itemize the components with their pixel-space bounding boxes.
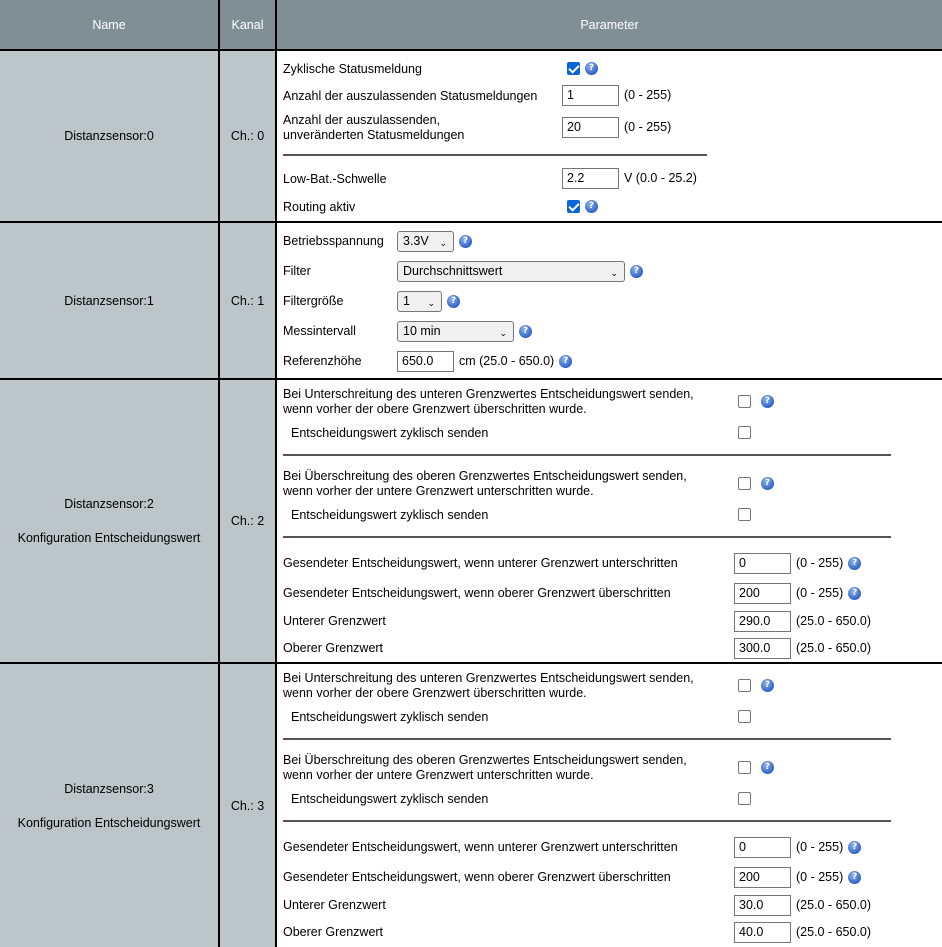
unter-label-2: wenn vorher der obere Grenzwert überschritten wurde. (283, 686, 587, 700)
header-kanal: Kanal (219, 0, 276, 50)
oberer-input[interactable]: 40.0 (734, 922, 791, 943)
ges-unter-range: (0 - 255) (796, 556, 844, 570)
channel-subtitle: Konfiguration Entscheidungswert (17, 815, 201, 830)
help-icon[interactable]: ? (848, 841, 861, 854)
divider (283, 820, 891, 822)
help-icon[interactable]: ? (761, 679, 774, 692)
help-icon[interactable]: ? (447, 295, 460, 308)
help-icon[interactable]: ? (761, 761, 774, 774)
zyklisch1-checkbox[interactable] (738, 426, 751, 439)
unterer-label: Unterer Grenzwert (283, 898, 386, 912)
betrieb-select[interactable]: 3.3V ⌄ (397, 231, 454, 252)
filtergroesse-select[interactable]: 1 ⌄ (397, 291, 442, 312)
lowbat-input[interactable]: 2.2 (562, 168, 619, 189)
divider (283, 154, 707, 156)
unter-label-1: Bei Unterschreitung des unteren Grenzwertes Entscheidungswert senden, (283, 671, 694, 685)
filter-label: Filter (283, 264, 311, 278)
unterer-range: (25.0 - 650.0) (796, 614, 872, 628)
zyklisch-label: Zyklische Statusmeldung (283, 62, 422, 76)
help-icon[interactable]: ? (761, 477, 774, 490)
channel-name-cell (0, 50, 219, 222)
ueber-label-1: Bei Überschreitung des oberen Grenzwertes Entscheidungswert senden, (283, 753, 687, 767)
messintervall-select[interactable]: 10 min ⌄ (397, 321, 514, 342)
unveraendert-range: (0 - 255) (624, 120, 672, 134)
unter-label-1: Bei Unterschreitung des unteren Grenzwertes Entscheidungswert senden, (283, 387, 694, 401)
filter-select[interactable]: Durchschnittswert ⌄ (397, 261, 625, 282)
messintervall-label: Messintervall (283, 324, 356, 338)
help-icon[interactable]: ? (848, 587, 861, 600)
unterer-input[interactable]: 290.0 (734, 611, 791, 632)
unterer-label: Unterer Grenzwert (283, 614, 386, 628)
divider (283, 454, 891, 456)
oberer-input[interactable]: 300.0 (734, 638, 791, 659)
channel-kanal: Ch.: 3 (219, 663, 276, 947)
ueber-checkbox[interactable] (738, 761, 751, 774)
unter-checkbox[interactable] (738, 679, 751, 692)
chevron-down-icon: ⌄ (439, 238, 447, 248)
ueber-label-2: wenn vorher der untere Grenzwert unterschritten wurde. (283, 484, 594, 498)
oberer-range: (25.0 - 650.0) (796, 641, 872, 655)
channel-kanal: Ch.: 2 (219, 379, 276, 663)
referenz-label: Referenzhöhe (283, 354, 362, 368)
channel-kanal: Ch.: 1 (219, 222, 276, 379)
zyklisch2-label: Entscheidungswert zyklisch senden (291, 792, 489, 806)
ges-ober-input[interactable]: 200 (734, 583, 791, 604)
chevron-down-icon: ⌄ (610, 268, 618, 278)
unterer-input[interactable]: 30.0 (734, 895, 791, 916)
ges-ober-range: (0 - 255) (796, 586, 844, 600)
help-icon[interactable]: ? (585, 200, 598, 213)
filtergroesse-label: Filtergröße (283, 294, 344, 308)
ges-unter-range: (0 - 255) (796, 840, 844, 854)
divider (283, 738, 891, 740)
auslassen-range: (0 - 255) (624, 88, 672, 102)
help-icon[interactable]: ? (459, 235, 472, 248)
channel-params (276, 222, 942, 379)
zyklisch1-label: Entscheidungswert zyklisch senden (291, 710, 489, 724)
ges-unter-label: Gesendeter Entscheidungswert, wenn unterer Grenzwert unterschritten (283, 840, 678, 854)
unter-label-2: wenn vorher der obere Grenzwert überschritten wurde. (283, 402, 587, 416)
ges-ober-label: Gesendeter Entscheidungswert, wenn oberer Grenzwert überschritten (283, 870, 671, 884)
zyklisch2-checkbox[interactable] (738, 508, 751, 521)
ges-unter-label: Gesendeter Entscheidungswert, wenn unterer Grenzwert unterschritten (283, 556, 678, 570)
channel-kanal: Ch.: 0 (219, 50, 276, 222)
channel-row-1 (0, 222, 942, 379)
help-icon[interactable]: ? (585, 62, 598, 75)
channel-params (276, 50, 942, 222)
channel-row-3 (0, 663, 942, 947)
zyklisch1-checkbox[interactable] (738, 710, 751, 723)
routing-label: Routing aktiv (283, 200, 356, 214)
divider (283, 536, 891, 538)
channel-subtitle: Konfiguration Entscheidungswert (17, 531, 201, 545)
help-icon[interactable]: ? (559, 355, 572, 368)
ges-ober-range: (0 - 255) (796, 870, 844, 884)
unveraendert-label-1: Anzahl der auszulassenden, (283, 113, 441, 127)
unter-checkbox[interactable] (738, 395, 751, 408)
zyklisch-checkbox[interactable] (567, 62, 580, 75)
channel-params (276, 663, 942, 947)
channel-name: Distanzsensor:2 (64, 497, 154, 511)
auslassen-label: Anzahl der auszulassenden Statusmeldungen (283, 89, 538, 103)
channel-name: Distanzsensor:0 (64, 129, 154, 143)
oberer-label: Oberer Grenzwert (283, 641, 384, 655)
header-name: Name (0, 0, 219, 50)
chevron-down-icon: ⌄ (499, 328, 507, 338)
zyklisch2-label: Entscheidungswert zyklisch senden (291, 508, 489, 522)
help-icon[interactable]: ? (848, 557, 861, 570)
oberer-label: Oberer Grenzwert (283, 925, 384, 939)
unveraendert-input[interactable]: 20 (562, 117, 619, 138)
ges-unter-input[interactable]: 0 (734, 837, 791, 858)
betrieb-label: Betriebsspannung (283, 234, 384, 248)
channel-row-2 (0, 379, 942, 663)
ges-unter-input[interactable]: 0 (734, 553, 791, 574)
ueber-checkbox[interactable] (738, 477, 751, 490)
channel-name-cell (0, 379, 219, 663)
referenz-input[interactable]: 650.0 (397, 351, 454, 372)
channel-name: Distanzsensor:3 (64, 781, 154, 796)
lowbat-label: Low-Bat.-Schwelle (283, 172, 387, 186)
unterer-range: (25.0 - 650.0) (796, 898, 872, 912)
ueber-label-1: Bei Überschreitung des oberen Grenzwertes Entscheidungswert senden, (283, 469, 687, 483)
referenz-range: cm (25.0 - 650.0) (459, 354, 555, 368)
ges-ober-input[interactable]: 200 (734, 867, 791, 888)
routing-checkbox[interactable] (567, 200, 580, 213)
header-parameter: Parameter (276, 0, 942, 50)
chevron-down-icon: ⌄ (427, 298, 435, 308)
ges-ober-label: Gesendeter Entscheidungswert, wenn oberer Grenzwert überschritten (283, 586, 671, 600)
unveraendert-label-2: unveränderten Statusmeldungen (283, 128, 465, 142)
channel-params (276, 379, 942, 663)
oberer-range: (25.0 - 650.0) (796, 925, 872, 939)
ueber-label-2: wenn vorher der untere Grenzwert unterschritten wurde. (283, 768, 594, 782)
zyklisch2-checkbox[interactable] (738, 792, 751, 805)
auslassen-input[interactable]: 1 (562, 85, 619, 106)
help-icon[interactable]: ? (630, 265, 643, 278)
zyklisch1-label: Entscheidungswert zyklisch senden (291, 426, 489, 440)
channel-row-0 (0, 50, 942, 222)
help-icon[interactable]: ? (519, 325, 532, 338)
channel-name: Distanzsensor:1 (64, 293, 154, 308)
channel-name-cell (0, 222, 219, 379)
channel-name-cell (0, 663, 219, 947)
help-icon[interactable]: ? (761, 395, 774, 408)
lowbat-range: V (0.0 - 25.2) (624, 171, 697, 185)
help-icon[interactable]: ? (848, 871, 861, 884)
